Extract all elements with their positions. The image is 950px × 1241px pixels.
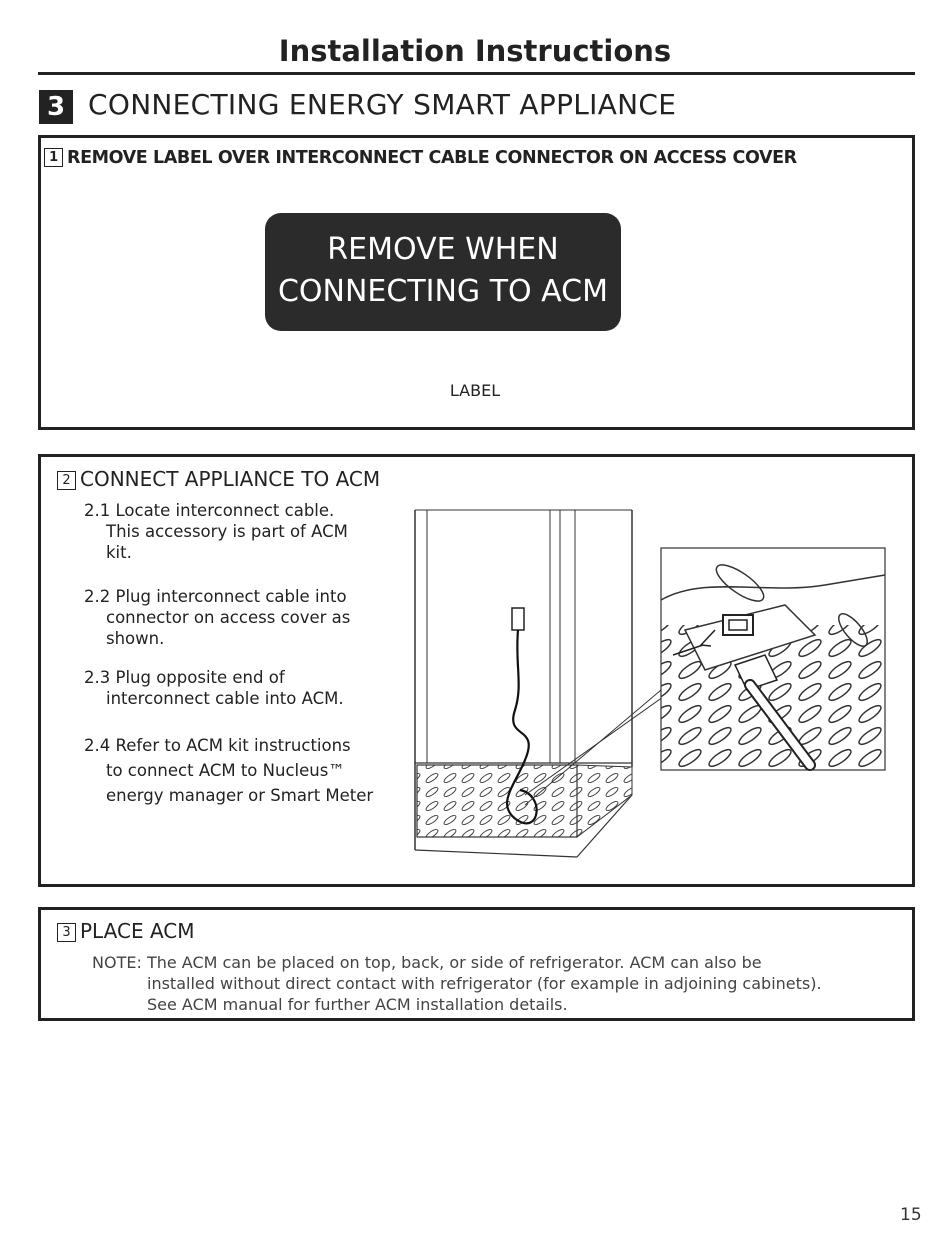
- access-cover: [415, 765, 632, 857]
- step3-heading: [57, 919, 195, 943]
- page-title: Installation Instructions: [278, 34, 672, 68]
- page-number: 15: [900, 1205, 922, 1225]
- step-2-3: [84, 667, 344, 709]
- step-2-1-line2: This accessory is part of ACM: [106, 522, 348, 541]
- step1-text: REMOVE LABEL OVER INTERCONNECT CABLE CONNECTOR ON ACCESS COVER: [67, 148, 797, 168]
- section-number-badge: 3: [39, 90, 73, 124]
- step2-title: CONNECT APPLIANCE TO ACM: [80, 467, 381, 491]
- note-line2: installed without direct contact with refrigerator (for example in adjoining cabinets).: [147, 974, 822, 993]
- step1-number: 1: [44, 148, 63, 167]
- step-2-3-line2: interconnect cable into ACM.: [106, 689, 344, 708]
- step-2-1-line1: Locate interconnect cable.: [115, 501, 335, 520]
- step2-number: 2: [57, 471, 76, 490]
- step3-number: 3: [57, 923, 76, 942]
- step-2-4-line2: to connect ACM to Nucleus™: [106, 761, 345, 780]
- step-2-2: [84, 586, 350, 649]
- note-prefix: NOTE:: [92, 953, 142, 972]
- step-2-1-line3: kit.: [106, 543, 132, 562]
- note-line3: See ACM manual for further ACM installation details.: [147, 995, 568, 1014]
- step3-title: PLACE ACM: [80, 919, 195, 943]
- refrigerator-cable-illustration: [405, 505, 895, 865]
- step-2-1-num: 2.1: [84, 501, 111, 520]
- step-2-2-line1: Plug interconnect cable into: [115, 587, 347, 606]
- step-2-2-num: 2.2: [84, 587, 111, 606]
- step-2-3-num: 2.3: [84, 668, 111, 687]
- step-2-1: [84, 500, 348, 563]
- section-title: CONNECTING ENERGY SMART APPLIANCE: [88, 88, 677, 121]
- step-2-4-num: 2.4: [84, 736, 111, 755]
- note-line1: The ACM can be placed on top, back, or side of refrigerator. ACM can also be: [146, 953, 762, 972]
- remove-label-illustration: [265, 213, 621, 331]
- step-2-4-line3: energy manager or Smart Meter: [106, 786, 374, 805]
- step3-note: [92, 952, 872, 1015]
- step-2-2-line2: connector on access cover as: [106, 608, 351, 627]
- connector-detail-inset: [661, 548, 885, 770]
- step1-heading: [44, 148, 797, 168]
- step2-heading: [57, 467, 380, 491]
- acm-plug: [512, 608, 524, 630]
- step-2-4: [84, 733, 373, 808]
- step-2-4-line1: Refer to ACM kit instructions: [115, 736, 351, 755]
- label-line2: CONNECTING TO ACM: [277, 274, 609, 309]
- label-line1: REMOVE WHEN: [327, 232, 559, 267]
- step-2-3-line1: Plug opposite end of: [115, 668, 285, 687]
- label-caption: LABEL: [449, 381, 501, 400]
- title-rule: [38, 72, 915, 75]
- step-2-2-line3: shown.: [106, 629, 165, 648]
